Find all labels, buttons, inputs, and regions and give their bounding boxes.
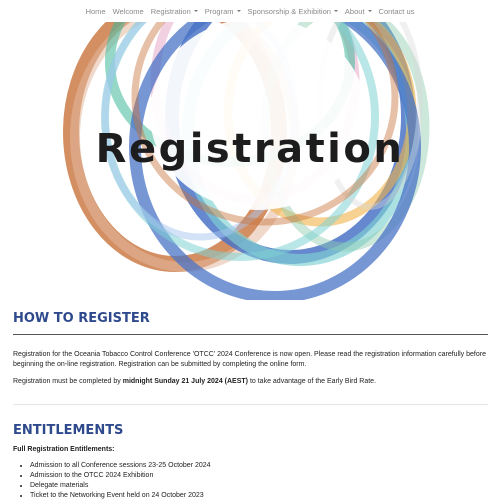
page-title: Registration	[95, 126, 405, 172]
list-item: • Admission to the OTCC 2024 Exhibition	[30, 471, 488, 481]
hero-banner	[0, 22, 500, 300]
chevron-down-icon	[368, 10, 372, 12]
section-divider	[13, 334, 488, 335]
nav-registration-label: Registration	[150, 6, 191, 16]
chevron-down-icon	[194, 10, 198, 12]
list-item: • Admission to all Conference sessions 23-25 October 2024	[30, 461, 488, 471]
nav-home[interactable]	[86, 7, 106, 16]
nav-welcome[interactable]	[113, 7, 144, 16]
top-navigation	[0, 0, 500, 22]
early-bird-deadline-text	[13, 377, 488, 387]
registration-intro-text: Registration for the Oceania Tobacco Control Conference 'OTCC' 2024 Conference is now open. Please read the registration information carefully before beginning the on-line registration. Registration can be submitted by completing the online form.	[13, 351, 486, 368]
nav-sponsorship[interactable]	[248, 7, 338, 16]
chevron-down-icon	[334, 10, 338, 12]
nav-program-label: Program	[204, 6, 234, 16]
nav-contact[interactable]	[379, 7, 415, 16]
nav-program[interactable]	[205, 7, 241, 16]
section-divider-light	[13, 404, 488, 405]
nav-about[interactable]	[345, 7, 372, 16]
nav-sponsorship-label: Sponsorship & Exhibition	[247, 6, 331, 16]
rings-center-clearing	[150, 22, 366, 210]
deadline-text-suffix: to take advantage of the Early Bird Rate.	[248, 378, 377, 385]
nav-home-label: Home	[85, 6, 106, 16]
deadline-text-prefix: Registration must be completed by	[13, 378, 123, 385]
entitlements-list	[13, 461, 488, 500]
nav-welcome-label: Welcome	[112, 6, 144, 16]
list-item: • Ticket to the Networking Event held on 24 October 2023	[30, 491, 488, 500]
deadline-date: midnight Sunday 21 July 2024 (AEST)	[122, 378, 248, 385]
entitlements-subheading: Full Registration Entitlements:	[13, 446, 115, 453]
list-item: • Delegate materials	[30, 481, 488, 491]
main-content	[13, 300, 488, 500]
entitlements-heading: ENTITLEMENTS	[13, 423, 124, 438]
nav-registration[interactable]	[151, 7, 198, 16]
nav-contact-label: Contact us	[378, 6, 415, 16]
nav-about-label: About	[344, 6, 365, 16]
how-to-register-heading: HOW TO REGISTER	[13, 311, 150, 326]
chevron-down-icon	[237, 10, 241, 12]
